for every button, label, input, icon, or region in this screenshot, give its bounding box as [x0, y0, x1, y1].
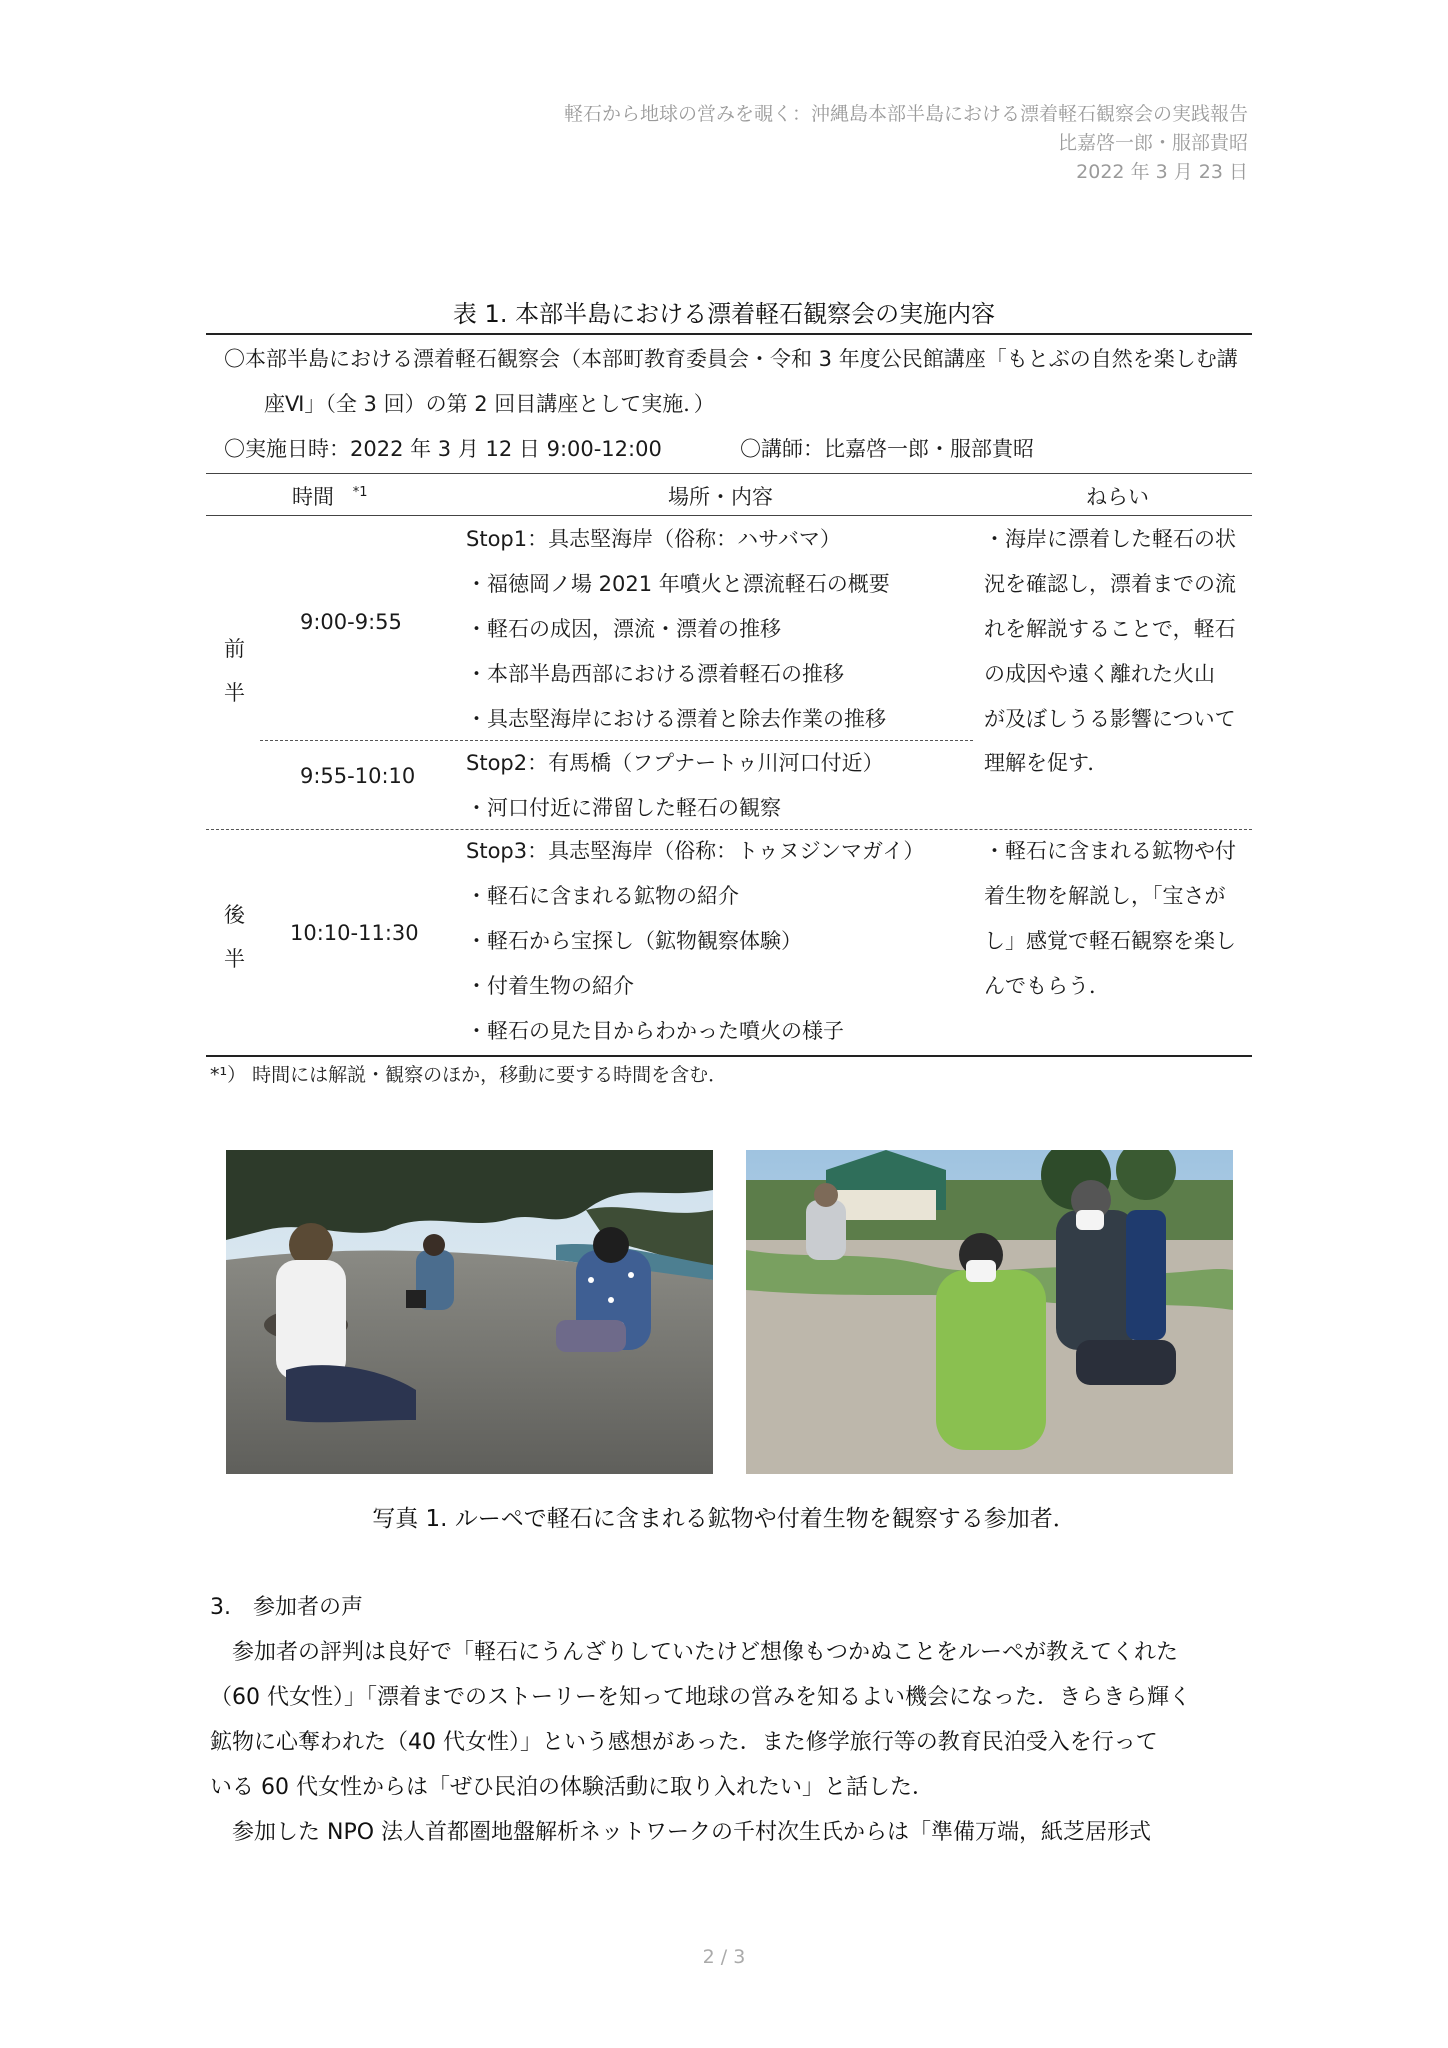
photo-beach-participants [226, 1150, 713, 1474]
table-intro-line1: 〇本部半島における漂着軽石観察会（本部町教育委員会・令和 3 年度公民館講座「もとぶの自然を楽しむ講 [224, 347, 1238, 371]
row3-line: Stop3：具志堅海岸（俗称：トゥヌジンマガイ） [466, 839, 925, 863]
table-top-rule [206, 333, 1252, 335]
table-intro-line2: 座Ⅵ」（全 3 回）の第 2 回目講座として実施．） [264, 392, 715, 416]
row3-line: ・軽石に含まれる鉱物の紹介 [466, 884, 739, 908]
first-half-label-2: 半 [224, 681, 245, 705]
table-title: 表 1. 本部半島における漂着軽石観察会の実施内容 [452, 300, 996, 328]
second-half-label-2: 半 [224, 947, 245, 971]
body-line: 鉱物に心奪われた（40 代女性）」という感想があった．また修学旅行等の教育民泊受入を行って [210, 1730, 1158, 1755]
row1-line: ・軽石の成因，漂流・漂着の推移 [466, 617, 781, 641]
table-lecturer: 〇講師：比嘉啓一郎・服部貴昭 [740, 437, 1034, 461]
section-body [210, 1630, 1260, 1855]
row3-line: ・付着生物の紹介 [466, 974, 634, 998]
field-photo-image [746, 1150, 1233, 1474]
table-bottom-rule [206, 1055, 1252, 1057]
aim2-line: んでもらう． [984, 974, 1110, 998]
header-top-rule [206, 473, 1252, 474]
table-date-info: 〇実施日時：2022 年 3 月 12 日 9:00-12:00 [224, 437, 662, 461]
first-half-label-1: 前 [224, 637, 245, 661]
body-line: （60 代女性）」「漂着までのストーリーを知って地球の営みを知るよい機会になった．きらきら輝く [210, 1685, 1191, 1710]
document-header [564, 100, 1248, 187]
row1-line: ・具志堅海岸における漂着と除去作業の推移 [466, 707, 886, 731]
aim1-line: れを解説することで，軽石 [984, 617, 1236, 641]
header-date: 2022 年 3 月 23 日 [1076, 161, 1248, 183]
second-half-label-1: 後 [224, 903, 245, 927]
body-line: 参加者の評判は良好で「軽石にうんざりしていたけど想像もつかぬことをルーペが教えてくれた [210, 1640, 1179, 1665]
row2-line: ・河口付近に滞留した軽石の観察 [466, 796, 781, 820]
row1-line: ・福徳岡ノ場 2021 年噴火と漂流軽石の概要 [466, 572, 890, 596]
row1-line: Stop1：具志堅海岸（俗称：ハサバマ） [466, 527, 841, 551]
aim1-line: の成因や遠く離れた火山 [984, 662, 1215, 686]
table-footnote: *¹） 時間には解説・観察のほか，移動に要する時間を含む． [210, 1064, 728, 1086]
header-bottom-rule [206, 515, 1252, 516]
page-number: 2 / 3 [702, 1946, 746, 1968]
aim1-line: 理解を促す． [984, 751, 1109, 775]
row2-line: Stop2：有馬橋（フプナートゥ川河口付近） [466, 751, 884, 775]
beach-photo-image [226, 1150, 713, 1474]
body-line: 参加した NPO 法人首都圏地盤解析ネットワークの千村次生氏からは「準備万端，紙芝居形式 [210, 1820, 1152, 1845]
aim1-line: 況を確認し，漂着までの流 [984, 572, 1236, 596]
half-divider-dashed [206, 829, 1252, 830]
aim1-line: が及ぼしうる影響について [984, 707, 1236, 731]
col-header-time [292, 481, 367, 511]
col-header-place: 場所・内容 [668, 485, 773, 509]
row3-line: ・軽石の見た目からわかった噴火の様子 [466, 1019, 844, 1043]
col-header-time-label: 時間 [292, 485, 334, 509]
aim1-line: ・海岸に漂着した軽石の状 [984, 527, 1236, 551]
row2-time: 9:55-10:10 [300, 764, 416, 788]
row3-time: 10:10-11:30 [290, 921, 419, 945]
row1-time: 9:00-9:55 [300, 610, 402, 634]
row3-line: ・軽石から宝探し（鉱物観察体験） [466, 929, 802, 953]
section-heading: 3. 参加者の声 [210, 1595, 363, 1620]
aim2-line: ・軽石に含まれる鉱物や付 [984, 839, 1236, 863]
row-divider-dashed [260, 740, 973, 741]
aim2-line: し」感覚で軽石観察を楽し [984, 929, 1236, 953]
header-authors: 比嘉啓一郎・服部貴昭 [1057, 132, 1248, 154]
row1-line: ・本部半島西部における漂着軽石の推移 [466, 662, 844, 686]
photo-field-participants [746, 1150, 1233, 1474]
aim2-line: 着生物を解説し，「宝さが [984, 884, 1226, 908]
col-header-time-note: *1 [352, 485, 368, 500]
col-header-aim: ねらい [1086, 485, 1149, 509]
photo-caption: 写真 1. ルーペで軽石に含まれる鉱物や付着生物を観察する参加者． [372, 1506, 1076, 1532]
body-line: いる 60 代女性からは「ぜひ民泊の体験活動に取り入れたい」と話した． [210, 1775, 934, 1800]
header-title: 軽石から地球の営みを覗く：沖縄島本部半島における漂着軽石観察会の実践報告 [563, 103, 1248, 125]
